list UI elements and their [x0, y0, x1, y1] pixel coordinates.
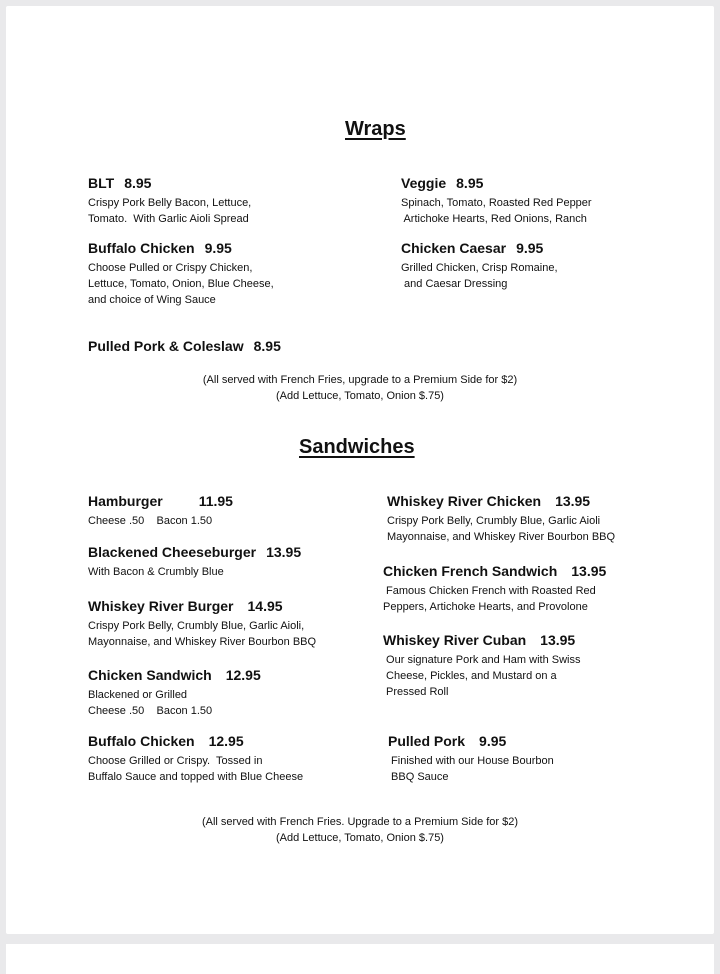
- item-price: 13.95: [266, 544, 302, 560]
- item-description: Crispy Pork Belly, Crumbly Blue, Garlic Aioli, Mayonnaise, and Whiskey River Bourbon BBQ: [88, 620, 317, 648]
- item-name: Chicken Caesar: [401, 240, 507, 256]
- menu-item: [88, 174, 251, 227]
- item-name: Pulled Pork & Coleslaw: [88, 338, 244, 354]
- item-name: Chicken French Sandwich: [383, 563, 558, 579]
- wraps-title: Wraps: [345, 118, 406, 140]
- menu-item: [88, 337, 281, 358]
- item-name: BLT: [88, 175, 115, 191]
- item-description: Choose Pulled or Crispy Chicken, Lettuce, Tomato, Onion, Blue Cheese, and choice of Wing Sauce: [88, 262, 274, 306]
- item-name: Hamburger: [88, 493, 163, 509]
- item-price: 8.95: [456, 175, 484, 191]
- sandwiches-note-add-ons: (Add Lettuce, Tomato, Onion $.75): [276, 832, 444, 844]
- item-name: Veggie: [401, 175, 447, 191]
- item-description: Finished with our House Bourbon BBQ Sauce: [391, 755, 554, 783]
- menu-item: [88, 543, 301, 580]
- item-description: With Bacon & Crumbly Blue: [88, 566, 224, 578]
- menu-item: [88, 239, 274, 308]
- menu-item: [88, 597, 316, 650]
- item-description: Choose Grilled or Crispy. Tossed in Buffalo Sauce and topped with Blue Cheese: [88, 755, 304, 783]
- item-price: 12.95: [208, 733, 244, 749]
- item-name: Pulled Pork: [388, 733, 466, 749]
- menu-page: [6, 6, 714, 934]
- item-price: 9.95: [479, 733, 507, 749]
- item-name: Buffalo Chicken: [88, 240, 195, 256]
- item-description: Our signature Pork and Ham with Swiss Cheese, Pickles, and Mustard on a Pressed Roll: [386, 654, 581, 698]
- item-description: Crispy Pork Belly, Crumbly Blue, Garlic Aioli Mayonnaise, and Whiskey River Bourbon BBQ: [387, 515, 616, 543]
- item-description: Famous Chicken French with Roasted Red Peppers, Artichoke Hearts, and Provolone: [383, 585, 596, 613]
- item-price: 13.95: [555, 493, 591, 509]
- item-description: Crispy Pork Belly Bacon, Lettuce, Tomato. With Garlic Aioli Spread: [88, 197, 252, 225]
- item-price: 13.95: [571, 563, 607, 579]
- item-price: 12.95: [225, 667, 261, 683]
- item-description: Spinach, Tomato, Roasted Red Pepper Artichoke Hearts, Red Onions, Ranch: [401, 197, 592, 225]
- item-price: 13.95: [540, 632, 576, 648]
- menu-item: [383, 562, 606, 615]
- menu-item: [388, 732, 554, 785]
- item-price: 8.95: [253, 338, 281, 354]
- item-price: 9.95: [204, 240, 232, 256]
- item-price: 8.95: [124, 175, 152, 191]
- item-name: Buffalo Chicken: [88, 733, 195, 749]
- item-name: Chicken Sandwich: [88, 667, 212, 683]
- item-name: Whiskey River Cuban: [383, 632, 527, 648]
- sandwiches-title: Sandwiches: [299, 436, 415, 458]
- item-description: Cheese .50 Bacon 1.50: [88, 515, 213, 527]
- item-price: 9.95: [516, 240, 544, 256]
- menu-item: [88, 732, 303, 785]
- menu-item: [387, 492, 615, 545]
- item-name: Whiskey River Burger: [88, 598, 234, 614]
- menu-item: [401, 239, 558, 292]
- item-name: Whiskey River Chicken: [387, 493, 542, 509]
- item-price: 11.95: [198, 493, 233, 509]
- menu-item: [383, 631, 580, 700]
- item-description: Grilled Chicken, Crisp Romaine, and Caesar Dressing: [401, 262, 558, 290]
- item-name: Blackened Cheeseburger: [88, 544, 257, 560]
- menu-item: [401, 174, 592, 227]
- next-menu-page: [6, 944, 714, 974]
- sandwiches-note: (All served with French Fries. Upgrade to a Premium Side for $2): [201, 816, 519, 828]
- menu-item: [88, 666, 261, 719]
- item-description: Blackened or Grilled Cheese .50 Bacon 1.50: [88, 689, 213, 717]
- menu-item: [88, 492, 233, 529]
- wraps-note-add-ons: (Add Lettuce, Tomato, Onion $.75): [276, 390, 444, 402]
- item-price: 14.95: [247, 598, 283, 614]
- wraps-note: (All served with French Fries, upgrade to a Premium Side for $2): [202, 374, 518, 386]
